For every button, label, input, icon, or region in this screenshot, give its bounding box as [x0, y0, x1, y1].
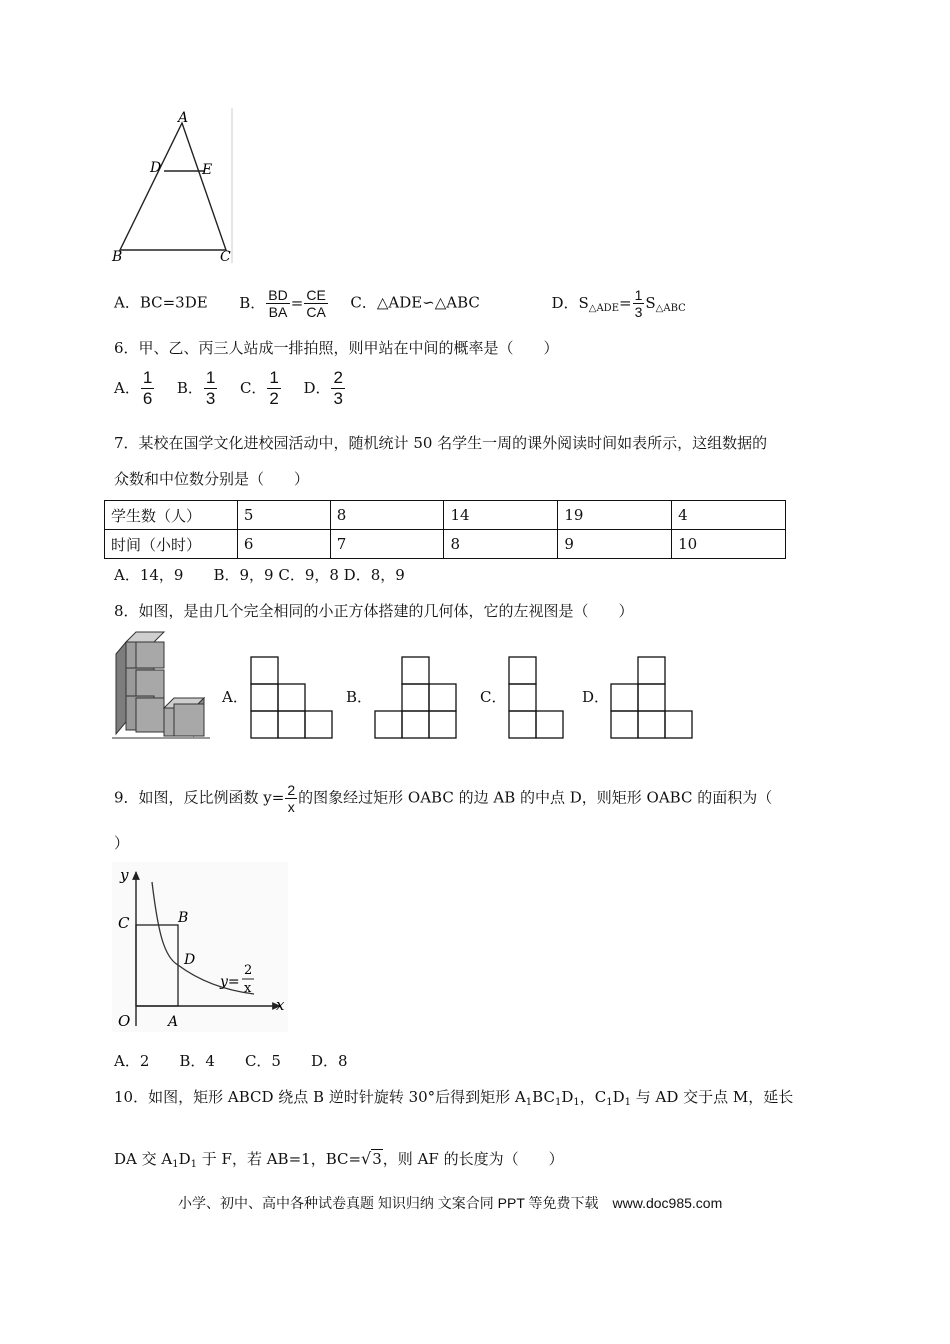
q6-option-c[interactable]: C． $\frac{1}{2}$	[239, 368, 279, 408]
q10-stem-line2: DA 交 $A_1D_1$ 于 F，若 AB=1，BC=√3，则 AF 的长度为（ ）	[114, 1149, 564, 1170]
point-d-label: D	[184, 952, 196, 968]
point-e-label: E	[202, 162, 213, 178]
table-cell: 时间（小时）	[105, 530, 238, 559]
point-c-label: C	[220, 249, 231, 265]
q10-stem-line1: 10．如图，矩形 ABCD 绕点 B 逆时针旋转 30°后得到矩形 $A_1BC_1D_1$，$C_1D_1$ 与 AD 交于点 M，延长	[114, 1088, 794, 1108]
q5-fraction-bd-ba: $\frac{BD}{BA}$	[268, 287, 288, 320]
q6-option-a[interactable]: A． $\frac{1}{6}$	[114, 368, 153, 408]
sqrt-value: 3	[372, 1150, 382, 1168]
q5-d-equals: =	[619, 293, 632, 312]
axis-y-label: y	[120, 866, 129, 884]
table-cell: 学生数（人）	[105, 501, 238, 530]
q5-option-d-label: D．S	[551, 293, 589, 312]
q9-stem	[114, 782, 772, 815]
q9-stem-suffix: 的图象经过矩形 OABC 的边 AB 的中点 D，则矩形 OABC 的面积为（	[298, 788, 773, 807]
cubes-solid-figure	[112, 630, 210, 740]
table-cell: 14	[444, 501, 558, 530]
q6-option-b[interactable]: B． $\frac{1}{3}$	[176, 368, 216, 408]
q5-sub-ade: △ADE	[588, 302, 619, 314]
q5-option-a[interactable]: A．BC=3DE	[114, 293, 208, 312]
table-cell: 6	[237, 530, 330, 559]
q9-options[interactable]: A．2 B．4 C．5 D．8	[114, 1052, 348, 1070]
q5-option-b-label: B．	[239, 293, 266, 312]
q5-options	[114, 287, 686, 320]
point-d-label: D	[150, 160, 162, 176]
inverse-function-graph	[112, 862, 288, 1032]
q9-function-fraction: $\frac{2}{x}$	[287, 782, 296, 815]
origin-label: O	[118, 1012, 131, 1030]
q6-options	[114, 368, 346, 409]
table-cell: 5	[237, 501, 330, 530]
q5-sub-abc: △ABC	[655, 302, 686, 314]
table-cell: 7	[330, 530, 444, 559]
q5-option-d[interactable]	[551, 287, 686, 320]
table-cell: 4	[672, 501, 786, 530]
point-a-label: A	[168, 1014, 179, 1030]
q6-option-d[interactable]: D． $\frac{2}{3}$	[303, 368, 343, 408]
point-b-label: B	[178, 910, 189, 926]
q5-fraction-ce-ca: $\frac{CE}{CA}$	[306, 287, 326, 320]
q9-stem-line2: ）	[114, 834, 130, 852]
table-cell: 9	[558, 530, 672, 559]
q8-option-a-label[interactable]: A．	[222, 688, 248, 706]
q7-stem-line1: 7．某校在国学文化进校园活动中，随机统计 50 名学生一周的课外阅读时间如表所示，这组数据的	[114, 434, 768, 452]
q8-option-b-label[interactable]: B．	[346, 688, 373, 706]
table-cell: 8	[330, 501, 444, 530]
q8-option-d-label[interactable]: D．	[582, 688, 610, 706]
page-footer: 小学、初中、高中各种试卷真题 知识归纳 文案合同 PPT 等免费下载 www.doc985.com	[178, 1195, 723, 1211]
q8-option-c-view[interactable]	[508, 656, 566, 740]
axis-x-label: x	[276, 996, 285, 1014]
q8-option-a-view[interactable]	[250, 656, 334, 740]
curve-label-den: x	[244, 981, 252, 996]
table-row	[105, 501, 786, 530]
triangle-figure	[108, 108, 238, 268]
table-cell: 8	[444, 530, 558, 559]
q5-option-b[interactable]	[239, 287, 333, 320]
table-cell: 10	[672, 530, 786, 559]
q9-stem-prefix: 9．如图，反比例函数 y=	[114, 788, 285, 807]
curve-label: y=	[220, 974, 240, 990]
q8-option-b-view[interactable]	[374, 656, 458, 740]
point-c-label: C	[118, 914, 130, 932]
q8-option-c-label[interactable]: C．	[480, 688, 507, 706]
q5-equals: =	[290, 293, 304, 312]
point-b-label: B	[112, 249, 123, 265]
q7-options[interactable]: A．14，9 B．9，9 C．9，8 D．8，9	[114, 566, 405, 584]
q5-d-s: S	[645, 293, 656, 312]
q6-stem: 6．甲、乙、丙三人站成一排拍照，则甲站在中间的概率是（ ）	[114, 339, 559, 357]
q5-option-c[interactable]: C．△ADE∽△ABC	[350, 293, 480, 312]
q8-option-d-view[interactable]	[610, 656, 694, 740]
reading-time-table	[104, 500, 786, 559]
table-row	[105, 530, 786, 559]
table-cell: 19	[558, 501, 672, 530]
q5-fraction-one-third: $\frac{1}{3}$	[634, 287, 643, 320]
q7-stem-line2: 众数和中位数分别是（ ）	[114, 470, 310, 488]
point-a-label: A	[178, 110, 189, 126]
q8-stem: 8．如图，是由几个完全相同的小正方体搭建的几何体，它的左视图是（ ）	[114, 602, 634, 620]
curve-label-num: 2	[244, 963, 253, 978]
sqrt-symbol: √	[361, 1149, 372, 1168]
